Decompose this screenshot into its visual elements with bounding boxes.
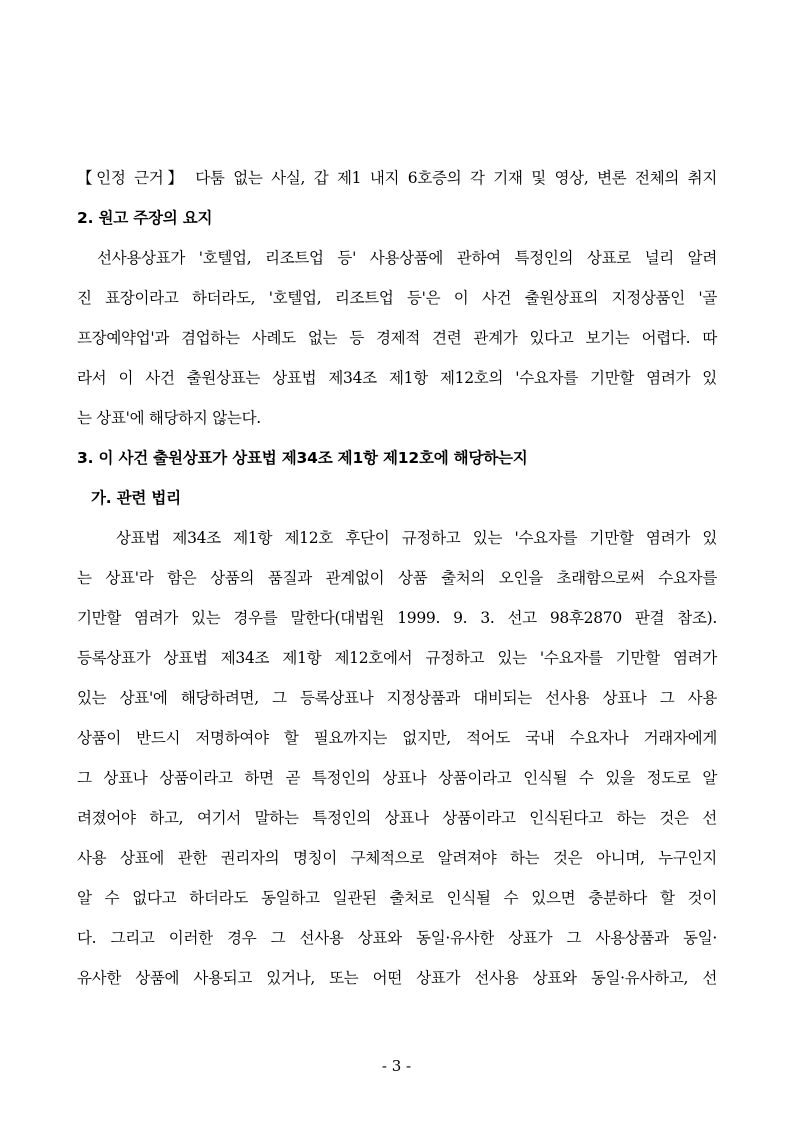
section-3-line-11: 다. 그리고 이러한 경우 그 선사용 상표와 동일·유사한 상표가 그 사용상품과 동일·	[77, 929, 717, 947]
section-3-line-7: 그 상표나 상품이라고 하면 곧 특정인의 상표나 상품이라고 인식될 수 있을 정도로 알	[77, 769, 717, 787]
section-3-line-3: 기만할 염려가 있는 경우를 말한다(대법원 1999. 9. 3. 선고 98후2870 판결 참조).	[77, 609, 717, 627]
section-3-line-5: 있는 상표'에 해당하려면, 그 등록상표나 지정상품과 대비되는 선사용 상표나 그 사용	[77, 689, 717, 707]
section-2-line-4: 라서 이 사건 출원상표는 상표법 제34조 제1항 제12호의 '수요자를 기만할 염려가 있	[77, 369, 717, 387]
section-3-line-12: 유사한 상품에 사용되고 있거나, 또는 어떤 상표가 선사용 상표와 동일·유사하고, 선	[77, 969, 717, 987]
section-2-line-5: 는 상표'에 해당하지 않는다.	[77, 409, 261, 427]
section-2-line-1: 선사용상표가 '호텔업, 리조트업 등' 사용상품에 관하여 특정인의 상표로 널리 알려	[97, 249, 717, 267]
page-number: - 3 -	[381, 1057, 412, 1075]
section-2-line-2: 진 표장이라고 하더라도, '호텔업, 리조트업 등'은 이 사건 출원상표의 지정상품인 '골	[77, 289, 717, 307]
section-2-line-3: 프장예약업'과 겸업하는 사례도 없는 등 경제적 견련 관계가 있다고 보기는 어렵다. 따	[77, 329, 717, 347]
section-3-heading: 3. 이 사건 출원상표가 상표법 제34조 제1항 제12호에 해당하는지	[77, 449, 528, 467]
section-3-line-6: 상품이 반드시 저명하여야 할 필요까지는 없지만, 적어도 국내 수요자나 거래자에게	[77, 729, 717, 747]
section-3-line-2: 는 상표'라 함은 상품의 품질과 관계없이 상품 출처의 오인을 초래함으로써 수요자를	[77, 569, 717, 587]
basis-line: 【인정 근거】 다툼 없는 사실, 갑 제1 내지 6호증의 각 기재 및 영상, 변론 전체의 취지	[77, 169, 718, 187]
section-3-line-4: 등록상표가 상표법 제34조 제1항 제12호에서 규정하고 있는 '수요자를 기만할 염려가	[77, 649, 717, 667]
section-3-line-10: 알 수 없다고 하더라도 동일하고 일관된 출처로 인식될 수 있으면 충분하다 할 것이	[77, 889, 717, 907]
section-3-line-1: 상표법 제34조 제1항 제12호 후단이 규정하고 있는 '수요자를 기만할 염려가 있	[116, 529, 717, 547]
section-3-line-9: 사용 상표에 관한 권리자의 명칭이 구체적으로 알려져야 하는 것은 아니며, 누구인지	[77, 849, 717, 867]
section-2-heading: 2. 원고 주장의 요지	[77, 209, 213, 227]
section-3-line-8: 려졌어야 하고, 여기서 말하는 특정인의 상표나 상품이라고 인식된다고 하는 것은 선	[77, 809, 717, 827]
section-3-subheading: 가. 관련 법리	[91, 489, 181, 507]
